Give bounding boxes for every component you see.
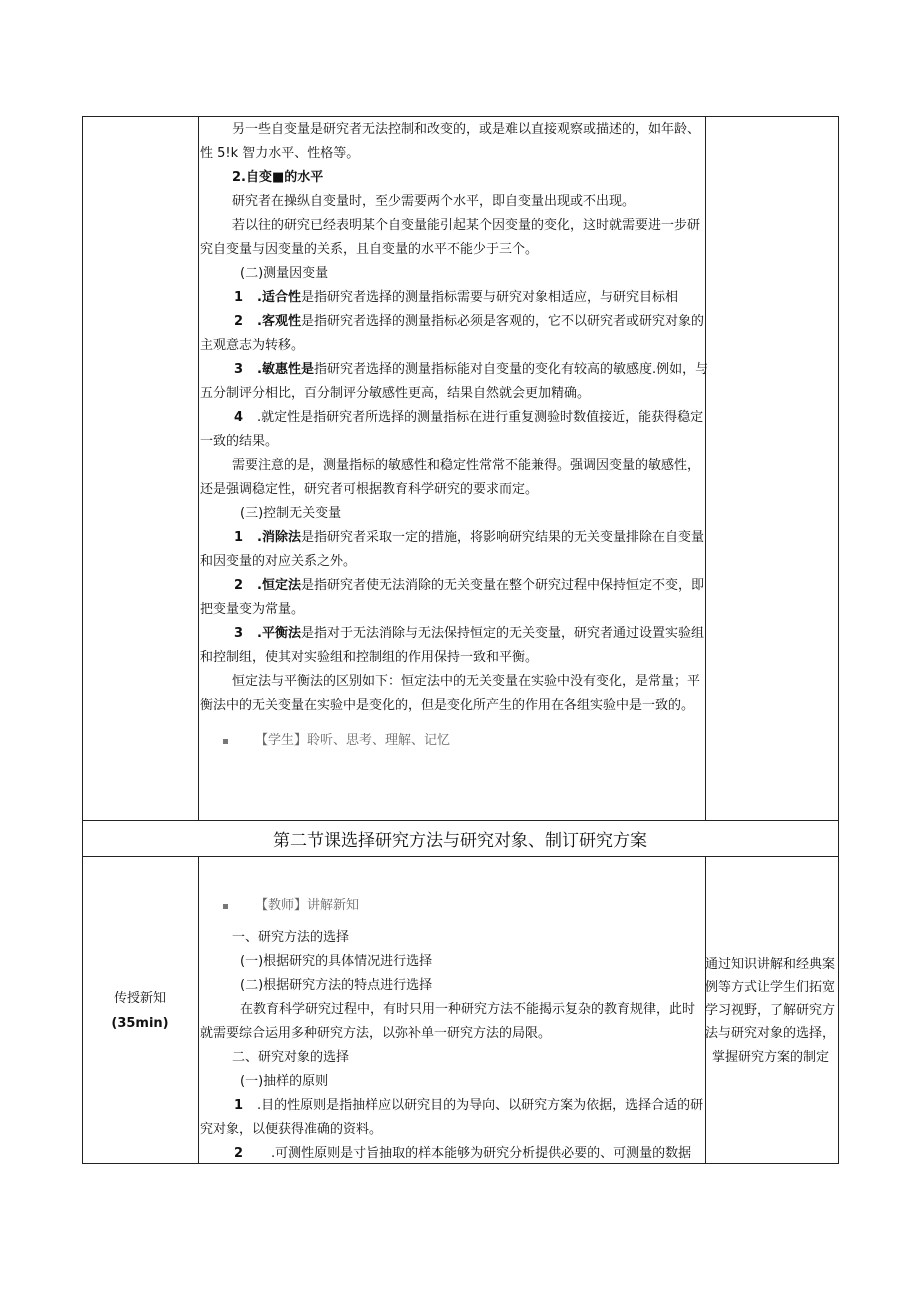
paragraph-line: 性 5!k 智力水平、性格等。 (200, 146, 360, 161)
item-term: .适合性 (257, 290, 301, 305)
intent-line: 法与研究对象的选择， (705, 1026, 836, 1041)
item-number: 1 (234, 1098, 244, 1113)
paragraph-line: 就需要综合运用多种研究方法，以弥补单一研究方法的局限。 (200, 1026, 552, 1041)
col-divider-right-upper (705, 116, 706, 821)
intent-line: 学习视野，了解研究方 (705, 1003, 836, 1018)
paragraph-line: 若以往的研究已经表明某个自变量能引起某个因变量的变化，这时就需要进一步研 (232, 218, 701, 233)
item-text: 是指对于无法消除与无法保持恒定的无关变量，研究者通过设置实验组 (301, 626, 705, 641)
section-title-top-border (82, 820, 839, 821)
item-text: .目的性原则是指抽样应以研究目的为导向、以研究方案为依据，选择合适的研 (257, 1098, 704, 1113)
item-term: .客观性 (257, 314, 301, 329)
list-item (234, 578, 704, 594)
item-number: 2 (234, 578, 244, 593)
paragraph-line: 五分制评分相比，百分制评分敏感性更高，结果自然就会更加精确。 (200, 386, 591, 401)
item-text: 是指研究者使无法消除的无关变量在整个研究过程中保持恒定不变，即 (301, 578, 705, 593)
heading-subject-selection: 二、研究对象的选择 (232, 1050, 350, 1065)
intent-line: 通过知识讲解和经典案 (705, 957, 836, 972)
item-number: 3 (234, 362, 244, 377)
paragraph-line: 研究者在操纵自变量时，至少需要两个水平，即自变量出现或不出现。 (232, 194, 636, 209)
paragraph-line: 和因变量的对应关系之外。 (200, 554, 357, 569)
stage-duration: (35min) (111, 1016, 169, 1031)
col-divider-left-upper (198, 116, 199, 821)
paragraph-line: 衡法中的无关变量在实验中是变化的，但是变化所产生的作用在各组实验中是一致的。 (200, 698, 695, 713)
item-term: .消除法 (257, 530, 301, 545)
list-item (234, 314, 704, 330)
item-number: 4 (234, 410, 244, 425)
paragraph-line: 把变量变为常量。 (200, 602, 305, 617)
heading-iv-level: 2.自变■的水平 (232, 170, 324, 185)
item-number: 3 (234, 626, 244, 641)
table-bottom-border (82, 1163, 839, 1164)
paragraph-line: 究自变量与因变量的关系，且自变量的水平不能少于三个。 (200, 242, 539, 257)
heading-control-vars: (三)控制无关变量 (240, 506, 342, 521)
paragraph-line: 还是强调稳定性，研究者可根据教育科学研究的要求而定。 (200, 482, 539, 497)
paragraph-line: 另一些自变量是研究者无法控制和改变的，或是难以直接观察或描述的，如年龄、 (232, 122, 701, 137)
item-number: 2 (234, 314, 244, 329)
paragraph-line: 在教育科学研究过程中，有时只用一种研究方法不能揭示复杂的教育规律，此时 (240, 1002, 696, 1017)
heading-method-selection: 一、研究方法的选择 (232, 930, 350, 945)
bullet-icon (223, 739, 228, 744)
item-text: 是指研究者选择的测量指标需要与研究对象相适应，与研究目标相 (301, 290, 679, 305)
stage-label: 传授新知 (113, 991, 166, 1006)
paragraph-line: 和控制组，使其对实验组和控制组的作用保持一致和平衡。 (200, 650, 539, 665)
student-activity: 【学生】聆听、思考、理解、记忆 (255, 733, 451, 748)
intent-line: 例等方式让学生们拓宽 (705, 980, 836, 995)
list-item (234, 530, 704, 546)
paragraph-line: 恒定法与平衡法的区别如下：恒定法中的无关变量在实验中没有变化，是常量；平 (232, 674, 701, 689)
section-title-bottom-border (82, 856, 839, 857)
list-item (234, 1098, 703, 1114)
item-number: 1 (234, 530, 244, 545)
teacher-activity: 【教师】讲解新知 (255, 898, 360, 913)
paragraph-line: 究对象，以便获得准确的资料。 (200, 1122, 383, 1137)
table-top-border (82, 116, 839, 117)
paragraph-line: 主观意志为转移。 (200, 338, 305, 353)
subheading: (一)根据研究的具体情况进行选择 (240, 954, 433, 969)
list-item (234, 290, 678, 306)
list-item (234, 626, 704, 642)
item-text: 是指研究者选择的测量指标必须是客观的，它不以研究者或研究对象的 (301, 314, 705, 329)
list-item (234, 1146, 691, 1162)
item-number: 2 (234, 1146, 244, 1161)
heading-measure-dv: (二)测量因变量 (240, 266, 329, 281)
paragraph-line: 需要注意的是，测量指标的敏感性和稳定性常常不能兼得。强调因变量的敏感性， (232, 458, 701, 473)
list-item (234, 362, 708, 378)
item-text: .就定性是指研究者所选择的测量指标在进行重复测验时数值接近，能获得稳定 (257, 410, 704, 425)
subheading: (二)根据研究方法的特点进行选择 (240, 978, 433, 993)
subheading: (一)抽样的原则 (240, 1074, 329, 1089)
col-divider-left-lower (198, 856, 199, 1164)
item-text: .可测性原则是寸旨抽取的样本能够为研究分析提供必要的、可测量的数据 (271, 1146, 692, 1161)
item-term: .敏惠性是 (257, 362, 314, 377)
item-term: .恒定法 (257, 578, 301, 593)
intent-line: 掌握研究方案的制定 (712, 1050, 830, 1065)
item-text: 指研究者选择的测量指标能对自变量的变化有较高的敏感度.例如，与 (314, 362, 709, 377)
item-text: 是指研究者采取一定的措施，将影响研究结果的无关变量排除在自变量 (301, 530, 705, 545)
item-term: .平衡法 (257, 626, 301, 641)
section-title: 第二节课选择研究方法与研究对象、制订研究方案 (273, 831, 647, 851)
bullet-icon (223, 904, 228, 909)
list-item (234, 410, 703, 426)
paragraph-line: 一致的结果。 (200, 434, 279, 449)
item-number: 1 (234, 290, 244, 305)
